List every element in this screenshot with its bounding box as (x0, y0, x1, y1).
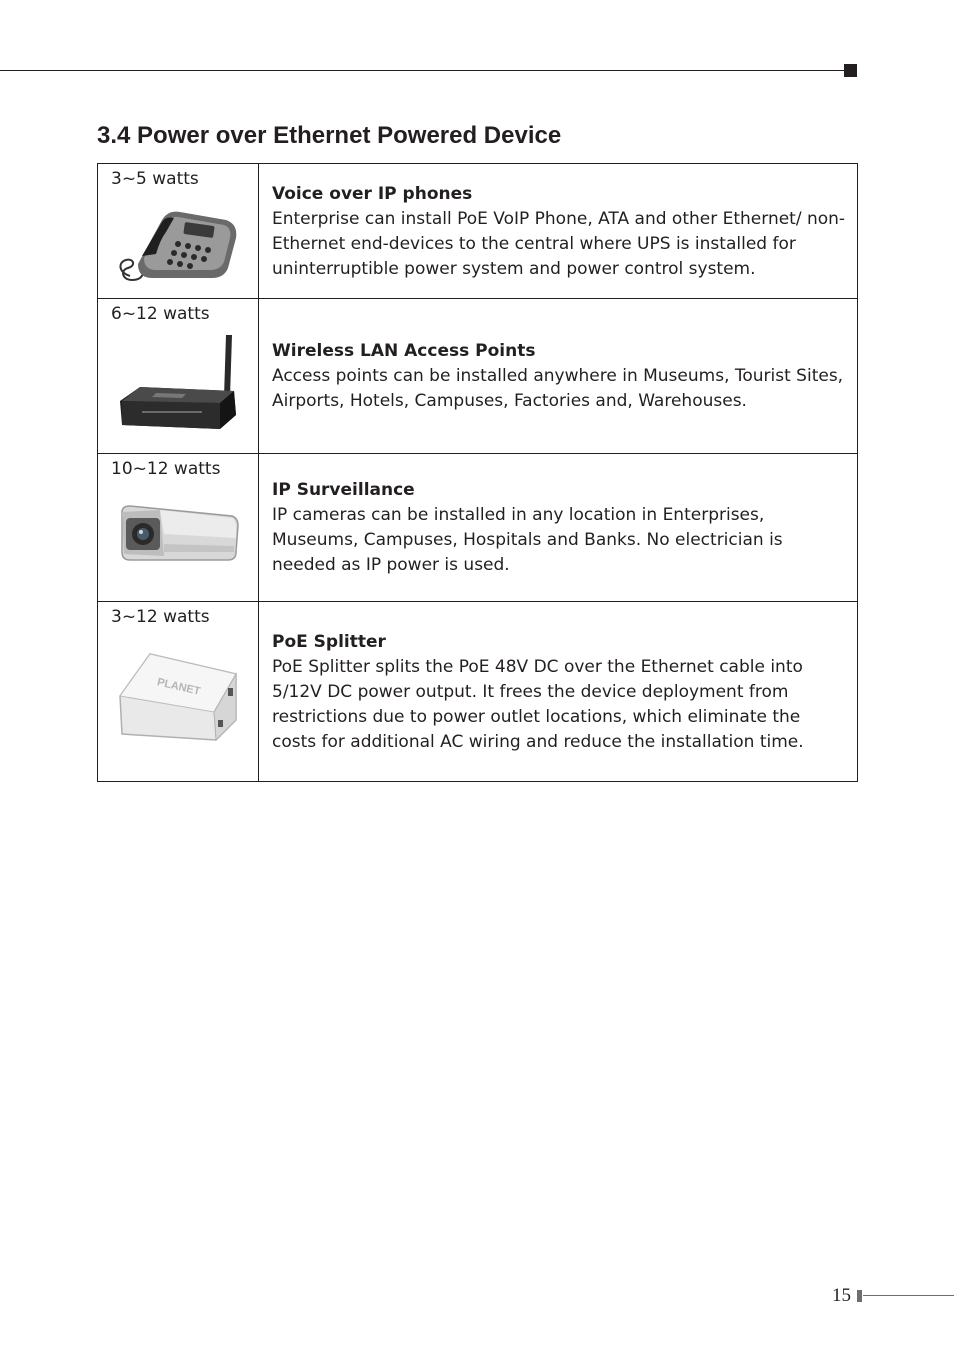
watts-label: 6~12 watts (111, 304, 210, 324)
device-title: IP Surveillance (272, 480, 415, 500)
ip-camera-icon (116, 504, 240, 566)
table-row (98, 299, 858, 454)
device-description (272, 630, 847, 755)
description-cell (259, 164, 858, 299)
header-square-marker (844, 64, 857, 77)
header-rule (0, 70, 846, 71)
device-text: IP cameras can be installed in any location in Enterprises, Museums, Campuses, Hospitals and Banks. No electrician is needed as IP power is used. (272, 505, 783, 575)
watts-label: 3~12 watts (111, 607, 210, 627)
page-number: 15 (832, 1285, 851, 1306)
device-description (272, 182, 847, 282)
watts-label: 10~12 watts (111, 459, 221, 479)
device-title: Voice over IP phones (272, 184, 473, 204)
device-title: Wireless LAN Access Points (272, 341, 536, 361)
table-row (98, 454, 858, 602)
footer-rule (863, 1295, 954, 1296)
table-row (98, 602, 858, 782)
device-title: PoE Splitter (272, 632, 386, 652)
section-heading: 3.4 Power over Ethernet Powered Device (97, 122, 562, 149)
watts-cell (98, 164, 259, 299)
watts-cell (98, 602, 259, 782)
watts-label: 3~5 watts (111, 169, 199, 189)
poe-device-table (97, 163, 858, 782)
watts-cell (98, 299, 259, 454)
table-row (98, 164, 858, 299)
footer-marker (857, 1290, 862, 1302)
planet-logo: PLANET (155, 676, 202, 698)
poe-splitter-icon (118, 650, 240, 744)
wireless-access-point-icon (116, 331, 240, 433)
device-description (272, 339, 847, 414)
description-cell (259, 454, 858, 602)
device-text: Enterprise can install PoE VoIP Phone, ATA and other Ethernet/ non-Ethernet end-devices to the central where UPS is installed for uninterruptible power system and power control system. (272, 209, 846, 279)
device-text: PoE Splitter splits the PoE 48V DC over the Ethernet cable into 5/12V DC power output. It frees the device deployment from restrictions due to power outlet locations, which eliminate the costs for additional AC wiring and reduce the installation time. (272, 657, 804, 752)
watts-cell (98, 454, 259, 602)
device-text: Access points can be installed anywhere in Museums, Tourist Sites, Airports, Hotels, Campuses, Factories and, Warehouses. (272, 366, 844, 411)
device-description (272, 478, 847, 578)
voip-phone-icon (116, 206, 240, 284)
description-cell (259, 299, 858, 454)
description-cell (259, 602, 858, 782)
